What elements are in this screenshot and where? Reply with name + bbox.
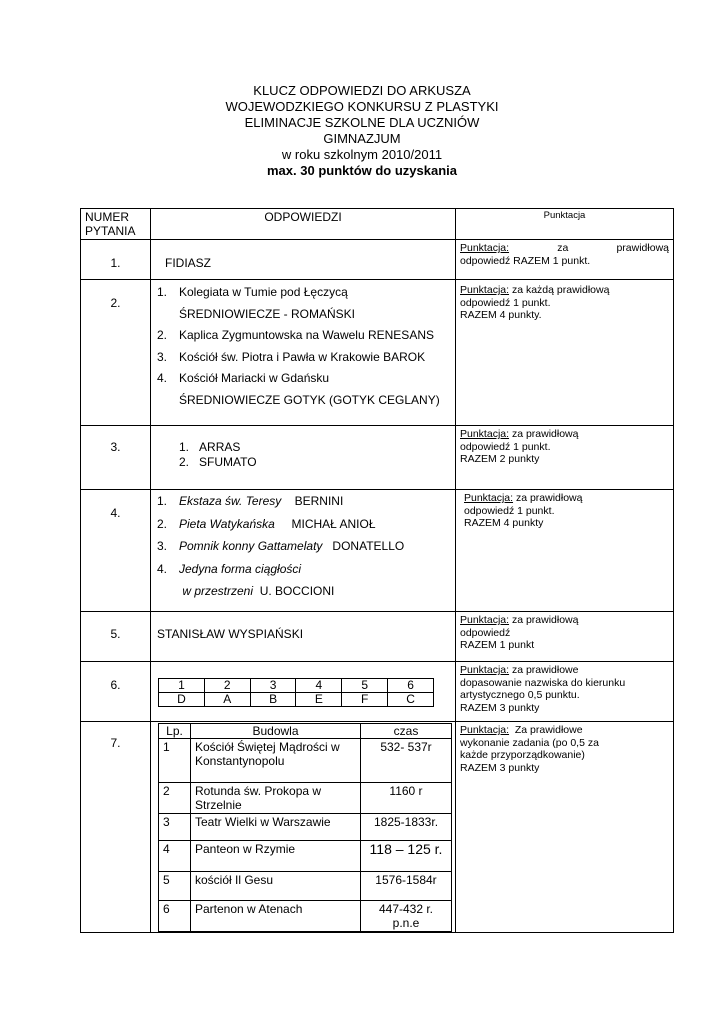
- matching-table: [158, 678, 434, 707]
- header-number: NUMER PYTANIA: [81, 209, 151, 240]
- match-letter: E: [296, 693, 342, 707]
- question-number: 3.: [81, 426, 151, 490]
- table-row: 2 Rotunda św. Prokopa w Strzelnie 1160 r: [159, 783, 452, 814]
- answer-key-table: [80, 208, 674, 933]
- buildings-cell: [151, 722, 456, 933]
- match-letter: B: [250, 693, 296, 707]
- scoring-cell: Punktacja: za prawidłową odpowiedź 1 punkt. RAZEM 4 punkty: [456, 490, 674, 612]
- question-number: 2.: [81, 280, 151, 426]
- table-row: 4 Panteon w Rzymie 118 – 125 r.: [159, 841, 452, 872]
- answer-item: 2. Pieta Watykańska MICHAŁ ANIOŁ: [157, 516, 376, 531]
- header-answers: ODPOWIEDZI: [151, 209, 456, 240]
- answer-item: ŚREDNIOWIECZE GOTYK (GOTYK CEGLANY): [179, 392, 440, 407]
- scoring-cell: Punktacja: za prawidłowe dopasowanie nazwiska do kierunku artystycznego 0,5 punktu. RAZEM 3 punkty: [456, 662, 674, 722]
- answer-item: 3. Kościół św. Piotra i Pawła w Krakowie BAROK: [157, 349, 426, 364]
- answer-item: ŚREDNIOWIECZE - ROMAŃSKI: [179, 306, 356, 321]
- buildings-table: [158, 723, 452, 932]
- question-row-2: [81, 280, 674, 426]
- score-text: za prawidłową: [509, 242, 669, 254]
- header-line: ELIMINACJE SZKOLNE DLA UCZNIÓW: [244, 115, 480, 130]
- answer-list: [151, 490, 456, 612]
- scoring-cell: Punktacja: za każdą prawidłową odpowiedź 1 punkt. RAZEM 4 punkty.: [456, 280, 674, 426]
- header-line: w roku szkolnym 2010/2011: [281, 147, 443, 162]
- scoring-cell: Punktacja: za prawidłową odpowiedź RAZEM 1 punkt: [456, 612, 674, 662]
- table-row: 6 Partenon w Atenach 447-432 r. p.n.e: [159, 901, 452, 932]
- answer-list: [151, 426, 456, 490]
- question-row-7: [81, 722, 674, 933]
- scoring-cell: [456, 240, 674, 280]
- match-number: 2: [204, 679, 250, 693]
- answer-item: 1. Ekstaza św. Teresy BERNINI: [157, 494, 344, 508]
- question-number: 4.: [81, 490, 151, 612]
- question-number: 6.: [81, 662, 151, 722]
- answer-item: 4. Kościół Mariacki w Gdańsku: [157, 371, 330, 385]
- match-number: 5: [342, 679, 388, 693]
- question-row-3: [81, 426, 674, 490]
- score-label: Punktacja:: [460, 284, 510, 296]
- header-line: GIMNAZJUM: [323, 131, 401, 146]
- table-row: 5 kościół Il Gesu 1576-1584r: [159, 872, 452, 901]
- match-number: 4: [296, 679, 342, 693]
- question-row-6: [81, 662, 674, 722]
- answer-list: [151, 280, 456, 426]
- question-row-1: [81, 240, 674, 280]
- answer-item: 1. ARRAS: [179, 440, 241, 454]
- question-number: 1.: [81, 240, 151, 280]
- header-max-points: max. 30 punktów do uzyskania: [267, 163, 457, 178]
- match-number: 6: [388, 679, 434, 693]
- question-row-4: [81, 490, 674, 612]
- question-row-5: [81, 612, 674, 662]
- header-line: WOJEWODZKIEGO KONKURSU Z PLASTYKI: [225, 99, 499, 114]
- scoring-cell: Punktacja: za prawidłową odpowiedź 1 punkt. RAZEM 2 punkty: [456, 426, 674, 490]
- table-row: 3 Teatr Wielki w Warszawie 1825-1833r.: [159, 814, 452, 841]
- table-row: 1 Kościół Świętej Mądrości w Konstantynopolu 532- 537r: [159, 739, 452, 783]
- match-number: 1: [159, 679, 205, 693]
- match-letter: D: [159, 693, 205, 707]
- answer-item: 4. Jedyna forma ciągłości: [157, 561, 302, 576]
- answer-item: 2. Kaplica Zygmuntowska na Wawelu RENESANS: [157, 328, 434, 342]
- match-number: 3: [250, 679, 296, 693]
- match-letter: F: [342, 693, 388, 707]
- header-line: KLUCZ ODPOWIEDZI DO ARKUSZA: [253, 83, 471, 98]
- document-header: [0, 83, 724, 179]
- match-letter: A: [204, 693, 250, 707]
- answer-item: 3. Pomnik konny Gattamelaty DONATELLO: [157, 539, 405, 553]
- header-scoring: Punktacja: [456, 209, 674, 240]
- score-text: odpowiedź RAZEM 1 punkt.: [460, 254, 591, 267]
- answer-text: STANISŁAW WYSPIAŃSKI: [151, 612, 456, 662]
- buildings-header-row: Lp. Budowla czas: [159, 724, 452, 739]
- score-label: Punktacja:: [460, 242, 510, 254]
- match-letter: C: [388, 693, 434, 707]
- table-header-row: [81, 209, 674, 240]
- question-number: 7.: [81, 722, 151, 933]
- answer-item: 2. SFUMATO: [179, 455, 257, 469]
- answer-item: 1. Kolegiata w Tumie pod Łęczycą: [157, 285, 348, 299]
- answer-item: w przestrzeni U. BOCCIONI: [179, 584, 335, 598]
- question-number: 5.: [81, 612, 151, 662]
- scoring-cell: Punktacja: Za prawidłowe wykonanie zadania (po 0,5 za każde przyporządkowanie) RAZEM 3 punkty: [456, 722, 674, 933]
- matching-cell: [151, 662, 456, 722]
- answer-text: FIDIASZ: [151, 240, 456, 280]
